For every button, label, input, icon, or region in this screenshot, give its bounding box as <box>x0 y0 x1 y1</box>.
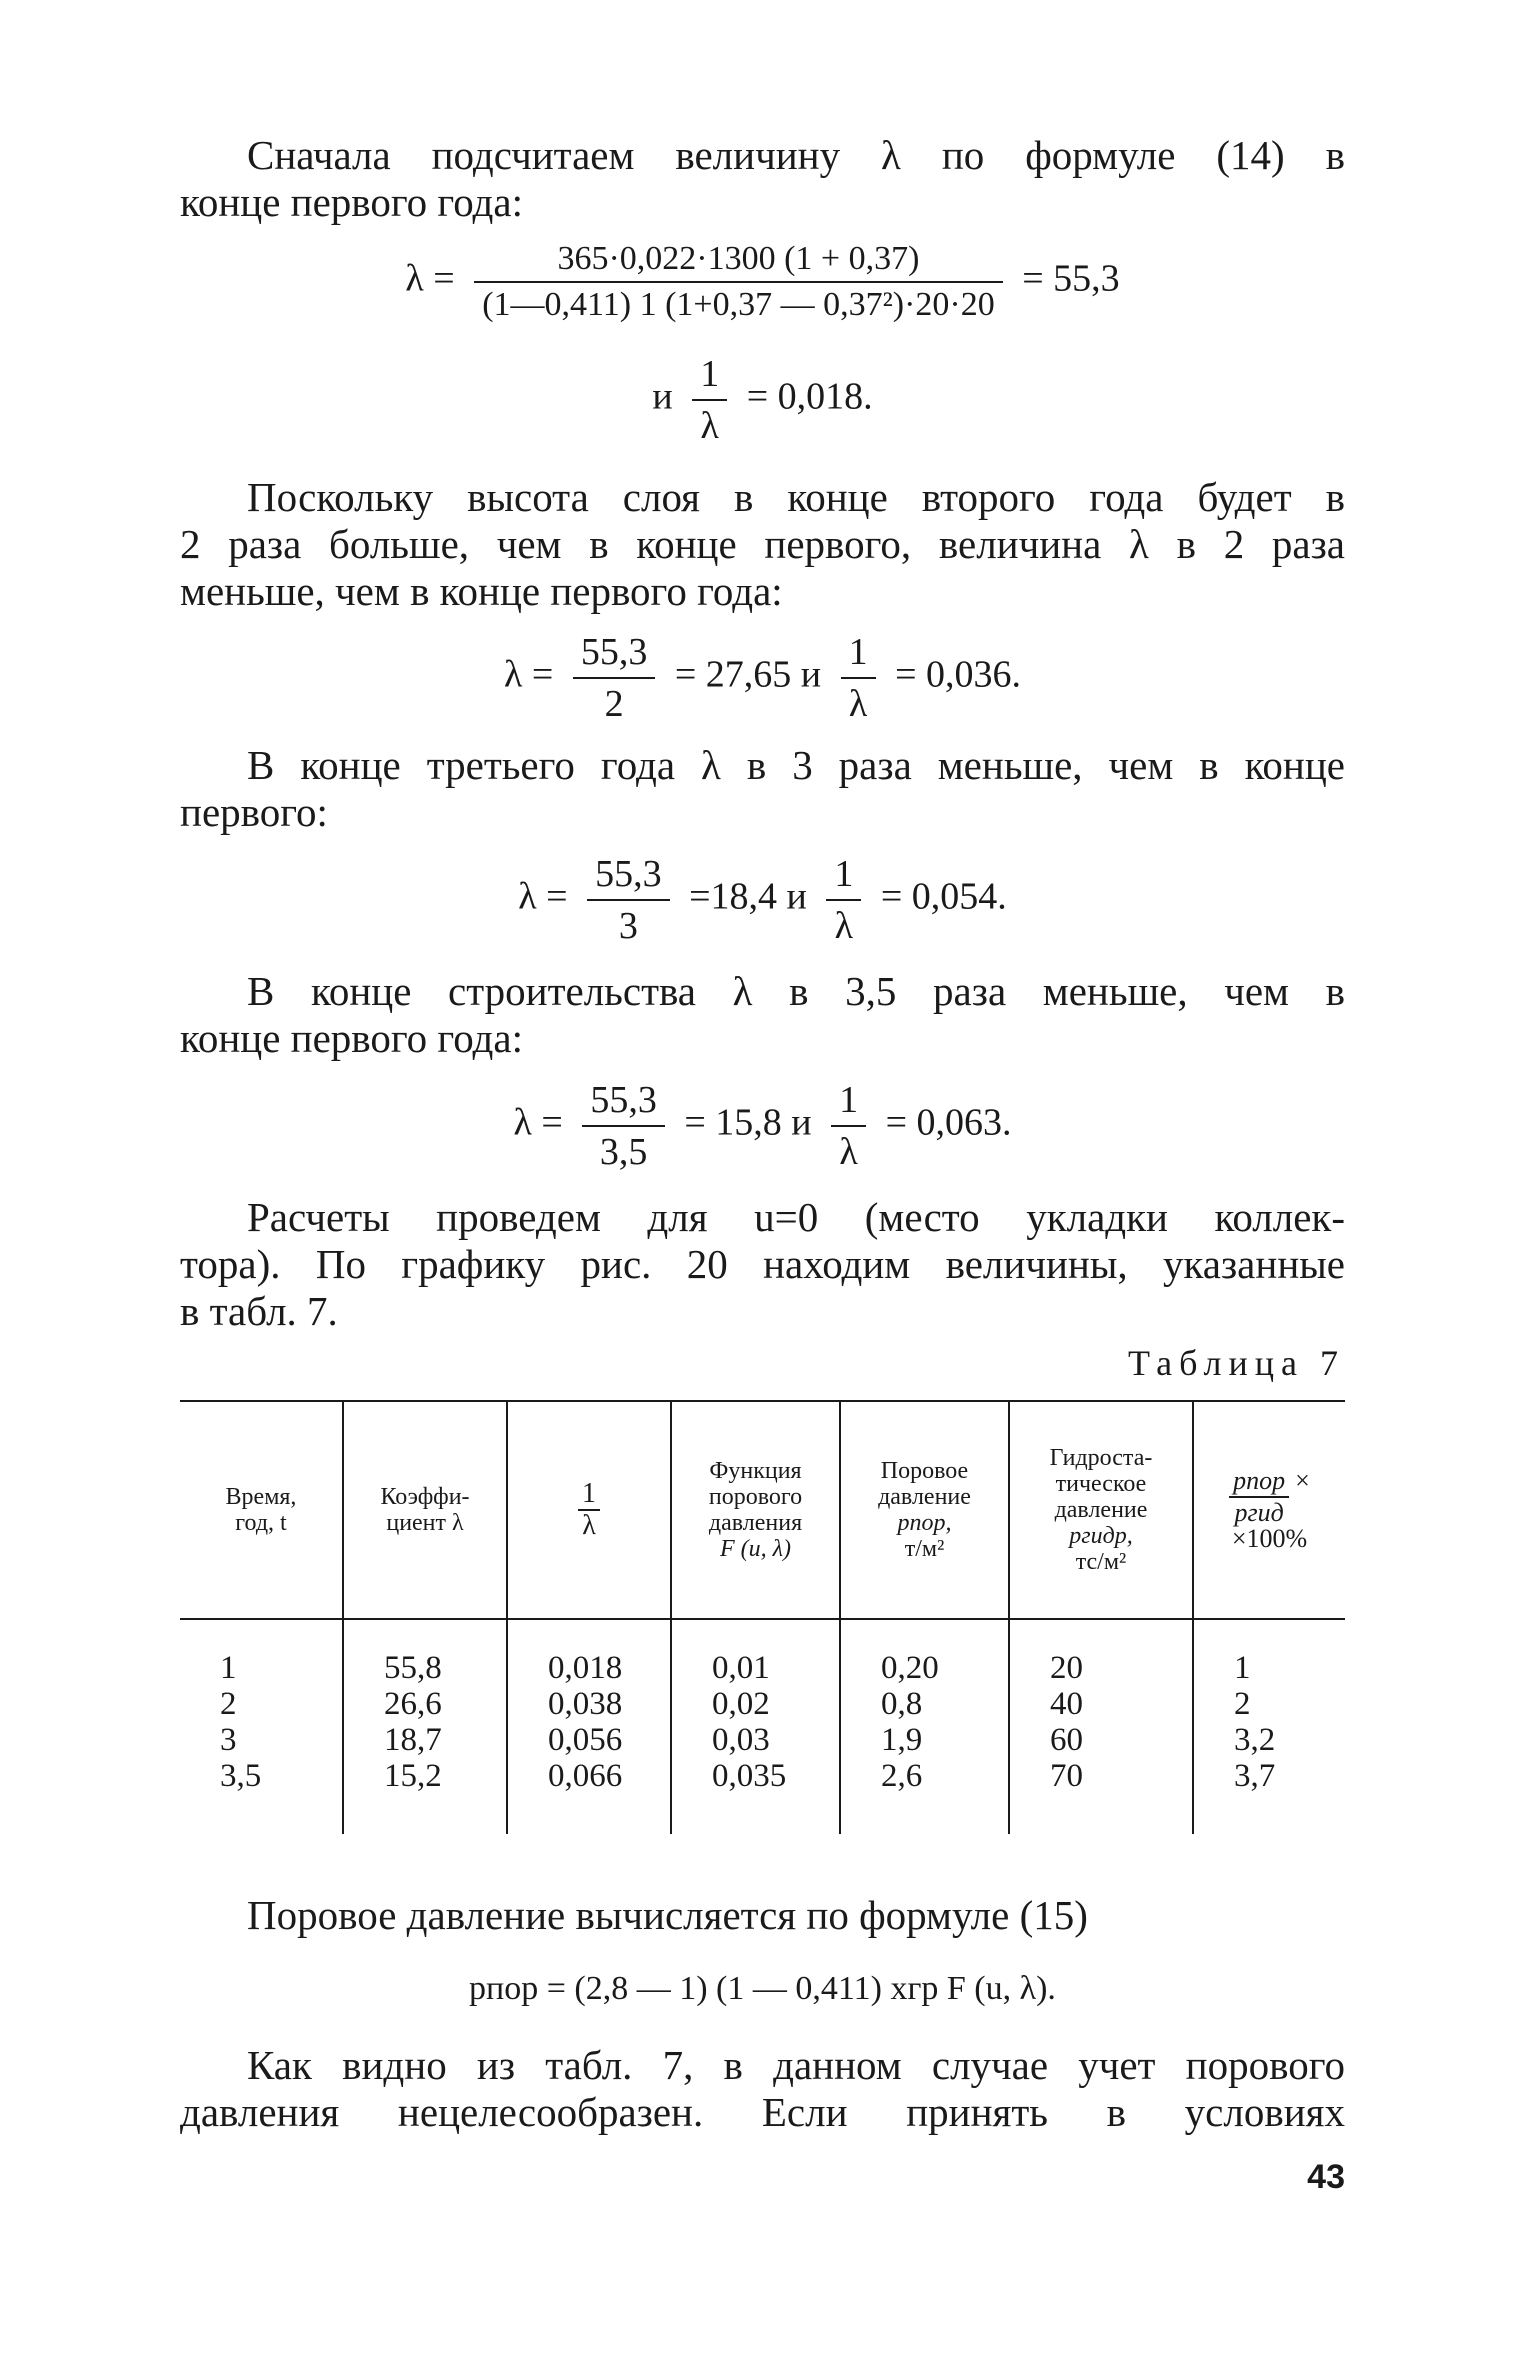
page-number: 43 <box>1307 2158 1345 2196</box>
header-time <box>180 1401 343 1619</box>
formula-2-numerator-2: 1 <box>841 630 876 679</box>
cell-inverse-lambda-3: 0,056 <box>548 1722 623 1758</box>
formula-3-lhs: λ = <box>518 875 568 918</box>
paragraph-7-line-2: давления нецелесообразен. Если принять в условиях <box>180 2089 1345 2135</box>
formula-4-mid: = 15,8 и <box>684 1101 812 1144</box>
paragraph-3-line-1: В конце третьего года λ в 3 раза меньше, чем в конце <box>247 742 1345 788</box>
header-pore-function-line-1: Функция <box>709 1458 802 1484</box>
formula-2-numerator: 55,3 <box>573 630 656 679</box>
header-inverse-lambda-numerator: 1 <box>578 1481 600 1511</box>
cell-coefficient-3: 18,7 <box>384 1722 442 1758</box>
formula-4-rhs: = 0,063. <box>885 1101 1012 1144</box>
formula-pore-pressure: pпор = (2,8 — 1) (1 — 0,411) xгр F (u, λ). <box>469 1970 1056 2007</box>
header-inverse-lambda <box>507 1401 671 1619</box>
paragraph-4-line-2: конце первого года: <box>180 1015 523 1061</box>
formula-3-mid: =18,4 и <box>689 875 807 918</box>
header-ratio-numerator: pпор <box>1229 1468 1289 1498</box>
cell-hydrostatic-3: 60 <box>1050 1722 1083 1758</box>
paragraph-7-line-1: Как видно из табл. 7, в данном случае учет порового <box>247 2042 1345 2088</box>
table-header-row <box>180 1401 1345 1619</box>
header-time-line-2: год, t <box>235 1510 287 1536</box>
paragraph-7 <box>180 2042 1345 2136</box>
paragraph-2-line-2: 2 раза больше, чем в конце первого, величина λ в 2 раза <box>180 521 1345 567</box>
paragraph-5-line-1: Расчеты проведем для u=0 (место укладки коллек- <box>247 1194 1345 1240</box>
formula-3-denominator-2: λ <box>834 905 854 947</box>
formula-1b-denominator: λ <box>700 405 719 447</box>
formula-3-rhs: = 0,054. <box>880 875 1007 918</box>
header-hydrostatic-line-1: Гидроста- <box>1049 1445 1153 1471</box>
formula-lambda-1 <box>180 240 1345 324</box>
header-pore-function <box>671 1401 840 1619</box>
cell-coefficient-1: 55,8 <box>384 1650 442 1686</box>
formula-2-lhs: λ = <box>503 653 554 696</box>
cell-pore-pressure-2: 0,8 <box>881 1686 923 1722</box>
formula-1b-fraction <box>692 352 727 448</box>
formula-4-fraction <box>582 1078 665 1174</box>
formula-2-denominator: 2 <box>604 683 624 725</box>
header-time-line-1: Время, <box>225 1484 297 1510</box>
cell-hydrostatic-4: 70 <box>1050 1758 1083 1794</box>
column-pore-pressure <box>840 1619 1009 1834</box>
header-inverse-lambda-fraction <box>578 1478 600 1541</box>
header-pore-pressure <box>840 1401 1009 1619</box>
formula-1-rhs: = 55,3 <box>1022 257 1120 300</box>
table-body-row <box>180 1619 1345 1834</box>
cell-inverse-lambda-4: 0,066 <box>548 1758 623 1794</box>
header-ratio-tail: ×100% <box>1231 1524 1308 1553</box>
column-inverse-lambda <box>507 1619 671 1834</box>
cell-ratio-4: 3,7 <box>1234 1758 1276 1794</box>
cell-time-1: 1 <box>220 1650 237 1686</box>
paragraph-3 <box>180 742 1345 836</box>
formula-2-fraction <box>573 630 656 726</box>
cell-ratio-1: 1 <box>1234 1650 1251 1686</box>
cell-time-2: 2 <box>220 1686 237 1722</box>
header-pore-pressure-line-3: pпор, <box>897 1510 952 1536</box>
header-pore-pressure-line-2: давление <box>878 1484 971 1510</box>
cell-pore-pressure-3: 1,9 <box>881 1722 923 1758</box>
column-coefficient <box>343 1619 507 1834</box>
paragraph-5-line-3: в табл. 7. <box>180 1288 338 1334</box>
formula-3-fraction-2 <box>826 852 861 948</box>
paragraph-4 <box>180 968 1345 1062</box>
header-hydrostatic-line-5: тс/м² <box>1075 1549 1127 1575</box>
formula-1-denominator: (1—0,411) 1 (1+0,37 — 0,37²)·20·20 <box>482 286 995 323</box>
formula-4-numerator-2: 1 <box>831 1078 866 1127</box>
header-pore-pressure-line-4: т/м² <box>904 1536 945 1562</box>
column-pressure-ratio <box>1193 1619 1345 1834</box>
cell-coefficient-4: 15,2 <box>384 1758 442 1794</box>
paragraph-1-line-2: конце первого года: <box>180 179 523 225</box>
paragraph-1 <box>180 132 1345 226</box>
paragraph-2 <box>180 474 1345 615</box>
cell-pore-pressure-1: 0,20 <box>881 1650 939 1686</box>
cell-pore-function-3: 0,03 <box>712 1722 770 1758</box>
data-table <box>180 1400 1345 1834</box>
formula-lambda-2 <box>180 630 1345 726</box>
formula-4-lhs: λ = <box>513 1101 563 1144</box>
header-coefficient-line-2: циент λ <box>386 1510 464 1536</box>
header-pressure-ratio <box>1193 1401 1345 1619</box>
paragraph-4-line-1: В конце строительства λ в 3,5 раза меньше, чем в <box>247 968 1345 1014</box>
formula-lambda-4 <box>180 1078 1345 1174</box>
cell-coefficient-2: 26,6 <box>384 1686 442 1722</box>
cell-time-3: 3 <box>220 1722 237 1758</box>
header-ratio-times: × <box>1295 1466 1310 1495</box>
cell-pore-function-2: 0,02 <box>712 1686 770 1722</box>
paragraph-6 <box>180 1892 1345 1939</box>
formula-1b-numerator: 1 <box>692 352 727 401</box>
cell-ratio-3: 3,2 <box>1234 1722 1276 1758</box>
header-ratio-fraction <box>1229 1468 1289 1526</box>
cell-inverse-lambda-2: 0,038 <box>548 1686 623 1722</box>
formula-1-lhs: λ = <box>405 257 455 300</box>
paragraph-5-line-2: тора). По графику рис. 20 находим величины, указанные <box>180 1241 1345 1287</box>
formula-1b-rhs: = 0,018. <box>746 375 873 418</box>
header-hydrostatic-pressure <box>1009 1401 1193 1619</box>
formula-1-fraction <box>474 240 1003 324</box>
header-coefficient-line-1: Коэффи- <box>380 1484 470 1510</box>
header-pore-function-line-4: F (u, λ) <box>719 1536 792 1562</box>
header-pore-pressure-line-1: Поровое <box>880 1458 969 1484</box>
cell-pore-pressure-4: 2,6 <box>881 1758 923 1794</box>
cell-time-4: 3,5 <box>220 1758 262 1794</box>
paragraph-6-line-1: Поровое давление вычисляется по формуле (15) <box>247 1892 1088 1938</box>
column-hydrostatic-pressure <box>1009 1619 1193 1834</box>
formula-4-fraction-2 <box>831 1078 866 1174</box>
header-hydrostatic-line-2: тическое <box>1055 1471 1147 1497</box>
cell-pore-function-4: 0,035 <box>712 1758 787 1794</box>
header-ratio-denominator: pгид <box>1234 1498 1284 1527</box>
cell-hydrostatic-2: 40 <box>1050 1686 1083 1722</box>
header-hydrostatic-line-4: pгидр, <box>1069 1523 1133 1549</box>
paragraph-3-line-2: первого: <box>180 789 328 835</box>
formula-3-fraction <box>587 852 670 948</box>
table-caption: Таблица 7 <box>1128 1343 1345 1383</box>
header-pore-function-line-2: порового <box>708 1484 803 1510</box>
paragraph-1-line-1: Сначала подсчитаем величину λ по формуле (14) в <box>247 132 1345 178</box>
header-pore-function-line-3: давления <box>708 1510 803 1536</box>
header-hydrostatic-line-3: давление <box>1054 1497 1148 1523</box>
formula-1b-prefix: и <box>652 375 673 418</box>
paragraph-2-line-1: Поскольку высота слоя в конце второго года будет в <box>247 474 1345 520</box>
formula-3-denominator: 3 <box>618 905 638 947</box>
formula-3-numerator: 55,3 <box>587 852 670 901</box>
cell-hydrostatic-1: 20 <box>1050 1650 1083 1686</box>
header-coefficient <box>343 1401 507 1619</box>
formula-4-numerator: 55,3 <box>582 1078 665 1127</box>
formula-3-numerator-2: 1 <box>826 852 861 901</box>
formula-lambda-3 <box>180 852 1345 948</box>
cell-pore-function-1: 0,01 <box>712 1650 770 1686</box>
column-time <box>180 1619 343 1834</box>
column-pore-function <box>671 1619 840 1834</box>
formula-inverse-lambda-1 <box>180 352 1345 448</box>
cell-inverse-lambda-1: 0,018 <box>548 1650 623 1686</box>
formula-2-mid: = 27,65 и <box>674 653 822 696</box>
formula-2-fraction-2 <box>841 630 876 726</box>
formula-4-denominator: 3,5 <box>599 1131 648 1173</box>
formula-1-numerator: 365·0,022·1300 (1 + 0,37) <box>474 240 1003 283</box>
paragraph-2-line-3: меньше, чем в конце первого года: <box>180 568 783 614</box>
formula-4-denominator-2: λ <box>839 1131 858 1173</box>
formula-2-rhs: = 0,036. <box>895 653 1022 696</box>
paragraph-5 <box>180 1194 1345 1335</box>
header-inverse-lambda-denominator: λ <box>582 1510 596 1541</box>
cell-ratio-2: 2 <box>1234 1686 1251 1722</box>
formula-2-denominator-2: λ <box>848 683 868 725</box>
